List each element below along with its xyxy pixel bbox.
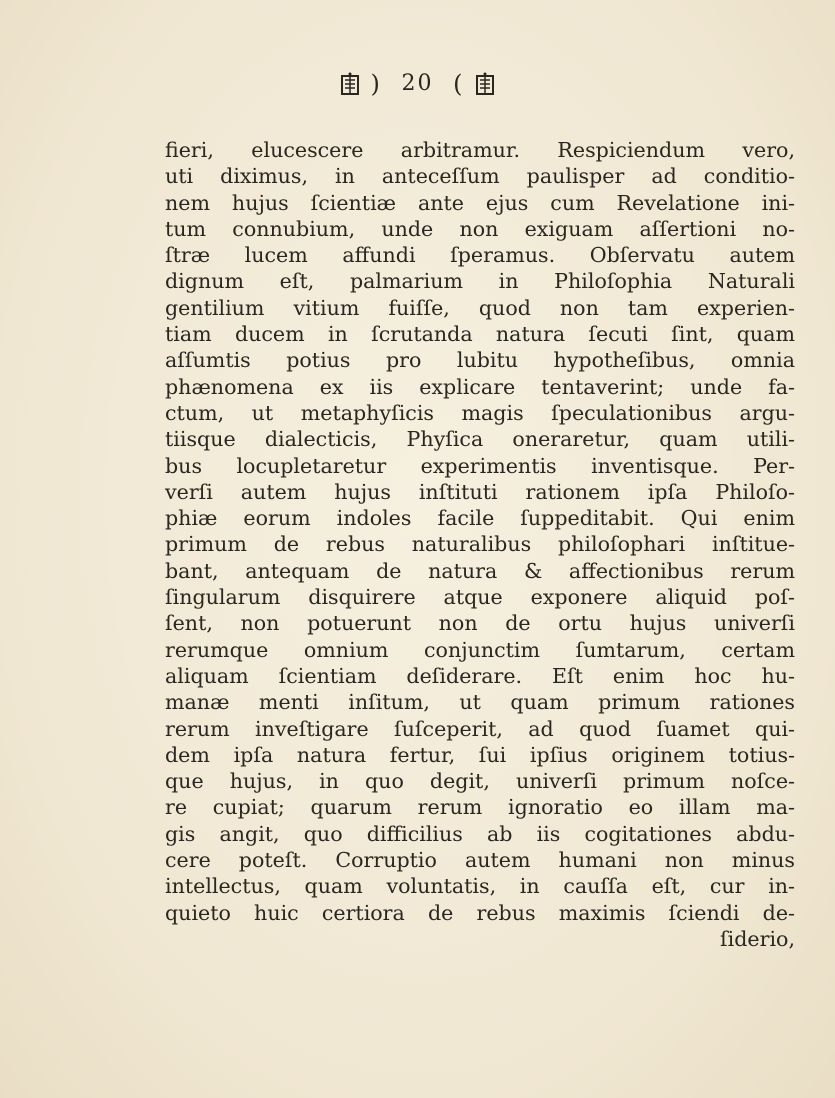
page-number: 20 [401,71,434,96]
right-fleuron-icon [474,69,496,98]
text-line: rerumque omnium conjunctim ſumtarum, certam [165,637,795,662]
text-line: bus locupletaretur experimentis inventisque. Per- [165,453,795,478]
left-bracket: ) [370,69,382,98]
text-line: gis angit, quo difficilius ab iis cogitationes abdu- [165,821,795,846]
text-line: tiisque dialecticis, Phyſica oneraretur, quam utili- [165,427,795,452]
text-line: verſi autem hujus inſtituti rationem ipſa Philoſo- [165,479,795,504]
catchword: ſiderio, [720,926,795,951]
right-bracket: ( [453,69,465,98]
text-line: cere poteſt. Corruptio autem humani non minus [165,848,795,873]
text-line: re cupiat; quarum rerum ignoratio eo illam ma- [165,795,795,820]
text-line: fieri, elucescere arbitramur. Respiciendum vero, [165,138,795,162]
text-line: dem ipſa natura fertur, ſui ipſius originem totius- [165,742,795,767]
text-line: aſſumtis potius pro lubitu hypotheſibus, omnia [165,348,795,373]
text-line: ſingularum disquirere atque exponere aliquid poſ- [165,585,795,610]
text-line: tum connubium, unde non exiguam aſſertioni no- [165,216,795,241]
text-line: ſtræ lucem affundi ſperamus. Obſervatu autem [165,243,795,268]
text-line: ctum, ut metaphyſicis magis ſpeculationibus argu- [165,400,795,425]
text-line: intellectus, quam voluntatis, in cauſſa eſt, cur in- [165,874,795,899]
text-line: ſent, non potuerunt non de ortu hujus univerſi [165,611,795,636]
text-line: quieto huic certiora de rebus maximis ſciendi de- [165,900,795,925]
text-line: phiæ eorum indoles facile ſuppeditabit. Qui enim [165,506,795,531]
text-line: que hujus, in quo degit, univerſi primum noſce- [165,769,795,794]
text-line: primum de rebus naturalibus philoſophari inſtitue- [165,532,795,557]
left-fleuron-icon [339,69,361,98]
text-line: bant, antequam de natura & affectionibus rerum [165,558,795,583]
text-line: rerum inveſtigare ſuſceperit, ad quod ſuamet qui- [165,716,795,741]
text-line: uti diximus, in anteceſſum paulisper ad conditio- [165,164,795,189]
running-header [0,68,835,98]
text-line: nem hujus ſcientiæ ante ejus cum Revelatione ini- [165,190,795,215]
text-line: dignum eſt, palmarium in Philoſophia Naturali [165,269,795,294]
body-text [165,137,795,952]
text-line: gentilium vitium fuiſſe, quod non tam experien- [165,295,795,320]
text-line: manæ menti inſitum, ut quam primum rationes [165,690,795,715]
text-line: aliquam ſcientiam deſiderare. Eſt enim hoc hu- [165,663,795,688]
text-line: tiam ducem in ſcrutanda natura ſecuti ſint, quam [165,322,795,347]
text-line: phænomena ex iis explicare tentaverint; unde fa- [165,374,795,399]
